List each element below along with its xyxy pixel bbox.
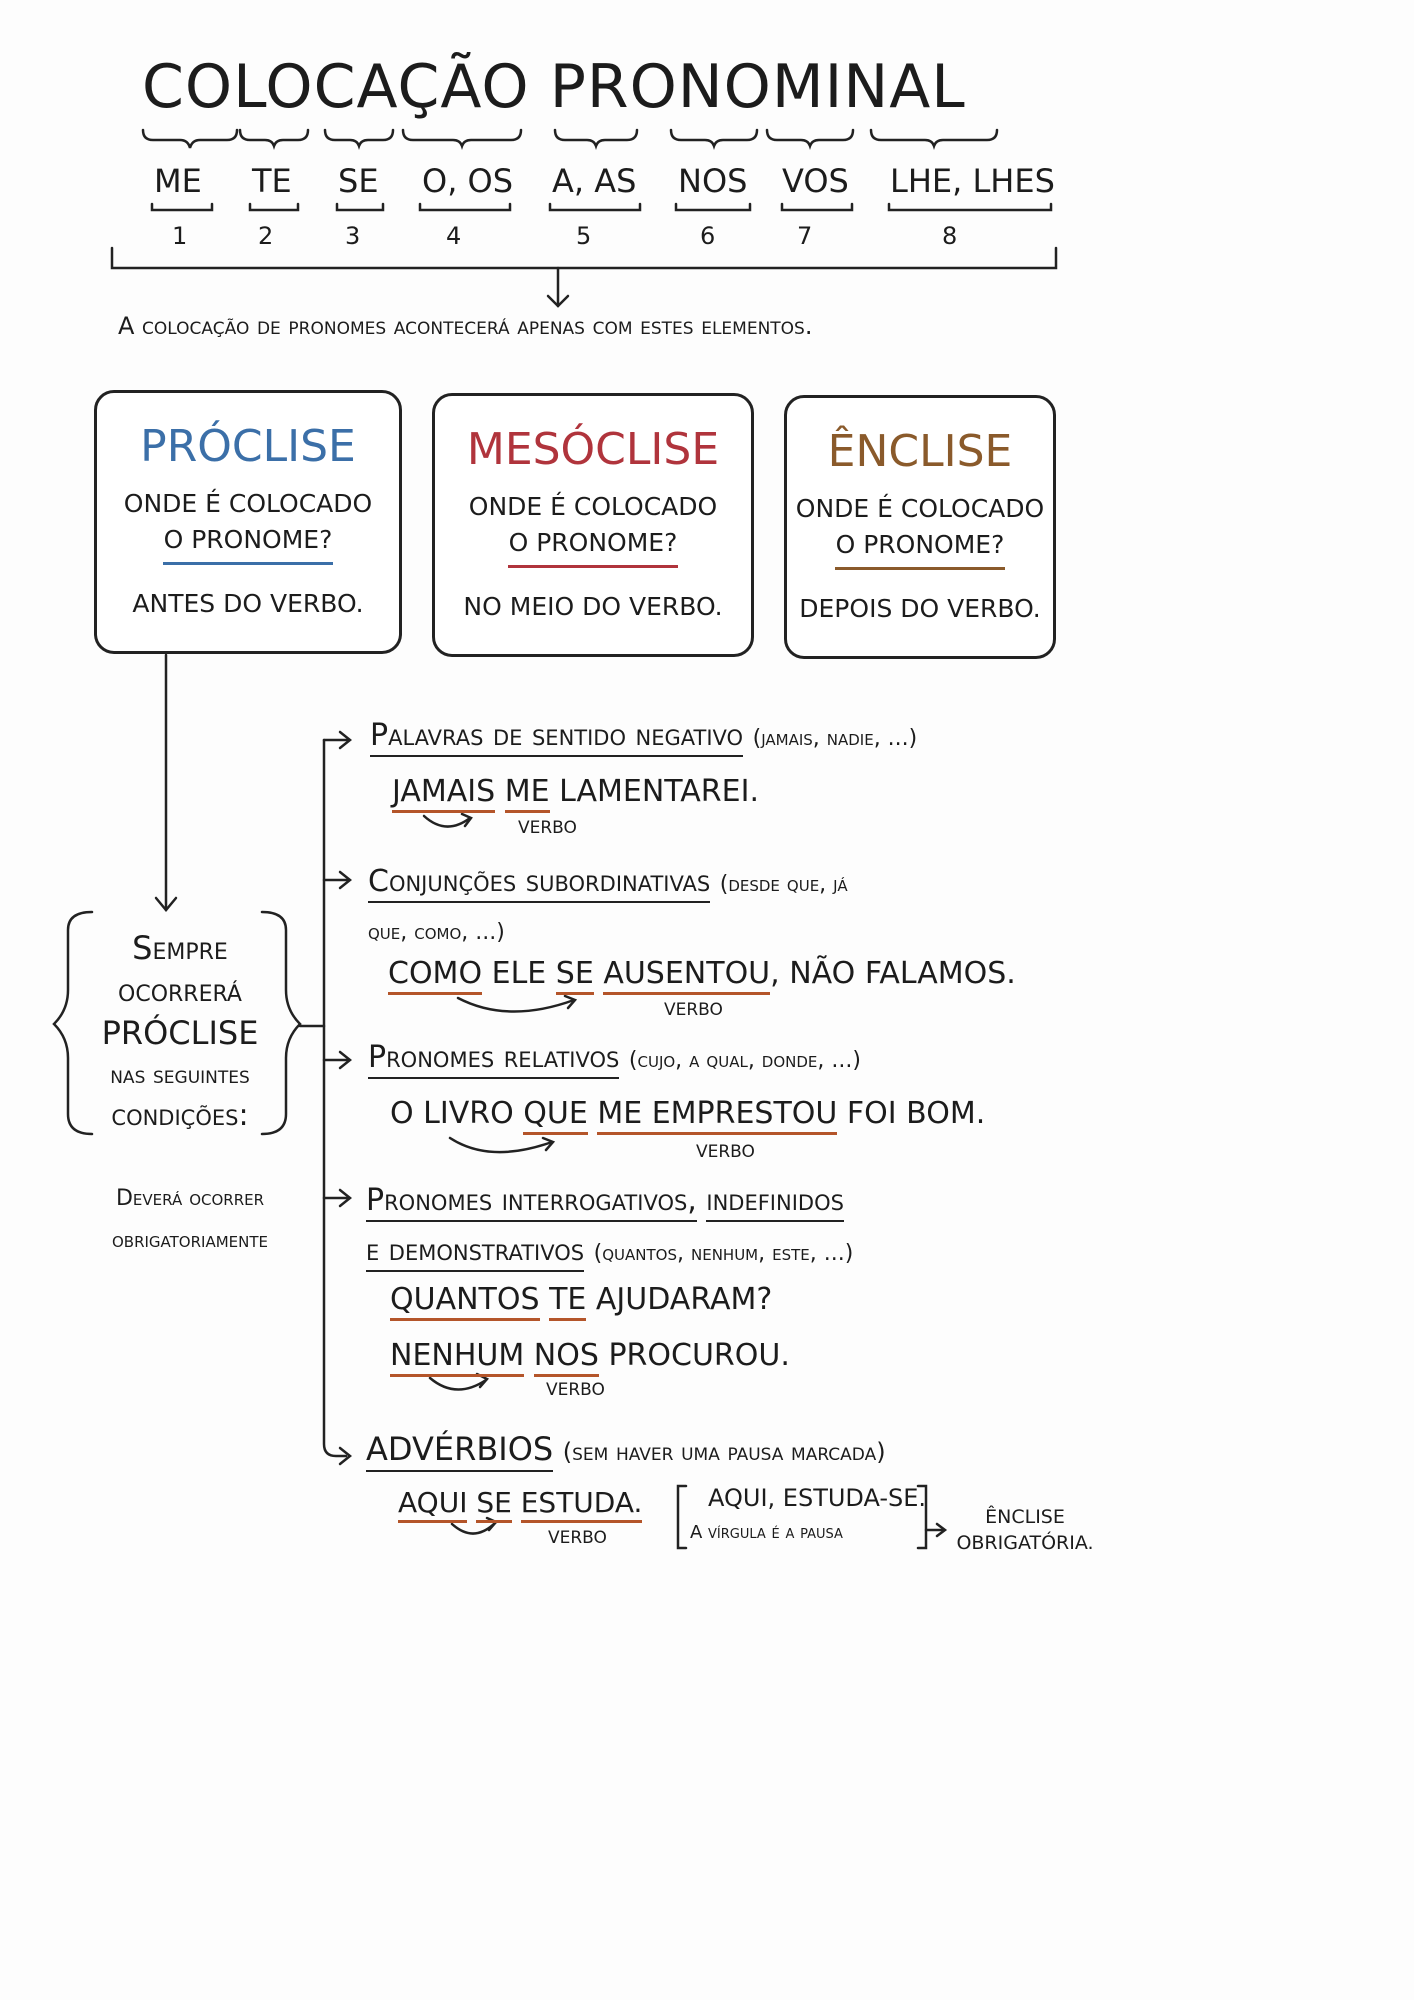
box-question [787, 491, 1053, 570]
side-note-line: Deverá ocorrer [115, 1186, 265, 1211]
condition-title: ADVÉRBIOS [366, 1430, 553, 1472]
pronoun-number: 2 [258, 222, 274, 250]
example-word: QUANTOS [390, 1282, 540, 1321]
bracket-note: A vírgula é a pausa [690, 1522, 843, 1543]
box-title: PRÓCLISE [140, 421, 356, 472]
example-verb: ME EMPRESTOU [597, 1096, 837, 1135]
result-line: ÊNCLISE [985, 1506, 1065, 1528]
mesoclise-box [432, 393, 754, 657]
condition-relative-pronouns [368, 1040, 861, 1075]
pronoun-o-os: O, OS [422, 162, 514, 200]
verb-label: VERBO [546, 1380, 605, 1400]
condition-title: Pronomes relativos [368, 1040, 619, 1079]
condition-title: indefinidos [706, 1183, 844, 1222]
pronoun-number: 3 [345, 222, 361, 250]
example-word: AQUI [398, 1486, 467, 1523]
pronoun-number: 8 [942, 222, 958, 250]
example-word: QUE [523, 1096, 588, 1135]
pronoun-te: TE [252, 162, 292, 200]
side-line: Sempre [132, 929, 228, 967]
condition-title: Pronomes interrogativos, [366, 1183, 697, 1222]
condition-examples: (sem haver uma pausa marcada) [562, 1438, 886, 1466]
pronoun-a-as: A, AS [552, 162, 637, 200]
pronoun-number: 4 [446, 222, 462, 250]
side-line: PRÓCLISE [101, 1014, 259, 1052]
pronoun-lhe-lhes: LHE, LHES [890, 162, 1055, 200]
example-pronoun: ME [505, 774, 550, 813]
pronoun-me: ME [154, 162, 202, 200]
example-sentence [390, 1338, 790, 1373]
condition-title: Palavras de sentido negativo [370, 718, 743, 757]
example-pronoun: TE [549, 1282, 586, 1321]
box-question-line: O PRONOME? [163, 522, 333, 565]
pronoun-se: SE [338, 162, 379, 200]
verb-label: VERBO [664, 1000, 723, 1020]
example-sentence [390, 1282, 772, 1317]
condition-examples: (quantos, nenhum, este, ...) [593, 1241, 854, 1266]
verb-label: VERBO [548, 1528, 607, 1548]
condition-interrogative-pronouns [366, 1176, 853, 1279]
example-word: COMO [388, 956, 482, 995]
example-sentence [390, 1096, 985, 1131]
example-verb: ESTUDA. [521, 1486, 643, 1523]
box-question-line: ONDE É COLOCADO [468, 492, 718, 521]
example-pronoun: SE [476, 1486, 511, 1523]
result-line: OBRIGATÓRIA. [956, 1532, 1094, 1554]
example-sentence [392, 774, 759, 809]
pronoun-number: 1 [172, 222, 188, 250]
example-word: NENHUM [390, 1338, 524, 1377]
verb-label: VERBO [696, 1142, 755, 1162]
side-line: nas seguintes [110, 1061, 250, 1089]
page-title: COLOCAÇÃO PRONOMINAL [142, 52, 966, 122]
verb-label: VERBO [518, 818, 577, 838]
enclise-box [784, 395, 1056, 659]
example-rest: AJUDARAM? [595, 1282, 773, 1317]
example-pronoun: NOS [534, 1338, 599, 1377]
example-word: ELE [491, 956, 547, 991]
example-word: O LIVRO [390, 1096, 514, 1131]
pronoun-number: 5 [576, 222, 592, 250]
bracket-sentence: AQUI, ESTUDA-SE. [708, 1484, 927, 1512]
example-word: JAMAIS [392, 774, 495, 813]
example-pronoun: SE [556, 956, 594, 995]
box-question [97, 486, 399, 565]
lead-sentence: A colocação de pronomes acontecerá apenas com estes elementos. [118, 312, 813, 340]
condition-subordinating-conjunctions [368, 858, 848, 957]
condition-examples: (cujo, a qual, donde, ...) [628, 1048, 861, 1073]
pronoun-nos: NOS [678, 162, 748, 200]
side-statement [80, 926, 280, 1138]
condition-title: e demonstrativos [366, 1233, 584, 1272]
box-title: MESÓCLISE [466, 424, 720, 475]
example-rest: LAMENTAREI. [559, 774, 759, 809]
side-note-line: obrigatoriamente [111, 1228, 269, 1253]
condition-negative-words [370, 718, 917, 753]
box-question-line: O PRONOME? [835, 527, 1005, 570]
box-question-line: ONDE É COLOCADO [123, 489, 373, 518]
box-answer: NO MEIO DO VERBO. [463, 592, 723, 621]
pronoun-number: 7 [797, 222, 813, 250]
box-question-line: ONDE É COLOCADO [795, 494, 1045, 523]
example-rest: , NÃO FALAMOS. [770, 956, 1016, 991]
proclise-box [94, 390, 402, 654]
condition-examples: (desde que, já [719, 872, 848, 897]
condition-examples: (jamais, nadie, ...) [752, 726, 918, 751]
example-sentence [388, 956, 1016, 991]
example-rest: FOI BOM. [846, 1096, 986, 1131]
box-answer: ANTES DO VERBO. [132, 589, 364, 618]
box-answer: DEPOIS DO VERBO. [799, 594, 1041, 623]
box-question [435, 489, 751, 568]
box-question-line: O PRONOME? [508, 525, 678, 568]
example-rest: PROCUROU. [608, 1338, 790, 1373]
example-verb: AUSENTOU [603, 956, 770, 995]
box-title: ÊNCLISE [827, 426, 1013, 477]
example-sentence [398, 1486, 642, 1519]
pronoun-number: 6 [700, 222, 716, 250]
pronoun-vos: VOS [782, 162, 849, 200]
side-line: ocorrerá [118, 971, 242, 1009]
side-note [70, 1178, 310, 1262]
condition-title: Conjunções subordinativas [368, 864, 710, 903]
side-line: condições: [111, 1098, 249, 1133]
condition-examples: que, como, ...) [368, 920, 505, 945]
result-note [950, 1504, 1100, 1556]
condition-adverbs [366, 1430, 886, 1468]
